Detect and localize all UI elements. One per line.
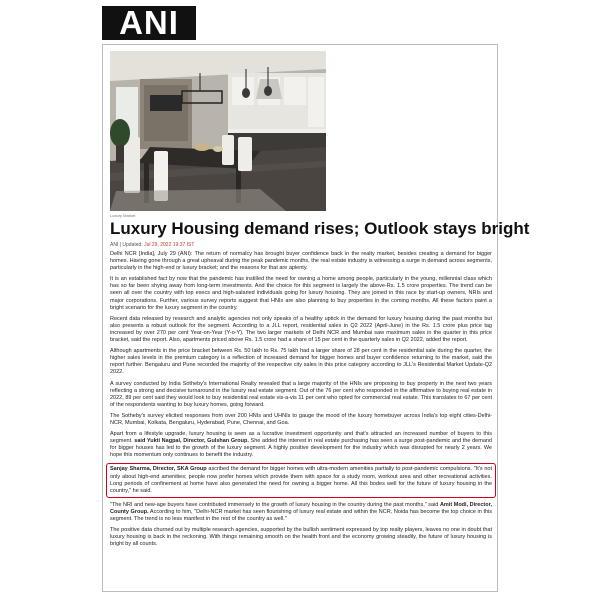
- byline-source: ANI | Updated:: [110, 242, 143, 248]
- paragraph-2: It is an established fact by now that the pandemic has instilled the need for owning a home among people, particularly in the young, millennial class which has so far been shying away from long-term investments. And the choice for this segment is largely the above-Rs. 1.5 crore properties. The trend can be seen all over the country with top execs and high-salaried individuals going for luxury housing. They are joined in this race by start-up owners, NRIs and major corporations. Further, various survey reports suggest that HNIs are also planning to buy properties in the coming months. All these factors paint a bright scenario for the luxury segment in the country.: [110, 276, 492, 311]
- kitchen-interior-image: [110, 51, 326, 211]
- paragraph-6: The Sotheby's survey elicited responses from over 200 HNIs and UHNIs to gauge the mood of the luxury homebuyer across India's top eight cities-Delhi-NCR, Mumbai, Kolkata, Bengaluru, Hyderabad, Pune, Chennai, and Goa.: [110, 412, 492, 426]
- photo-caption: Luxury Market: [110, 213, 136, 218]
- highlighted-quote-box: [106, 463, 496, 497]
- paragraph-9-lead: "The NRI and new-age buyers have contributed immensely to the growth of luxury housing in the country during the past months," said: [110, 501, 439, 508]
- quote-attribution-sanjay: Sanjay Sharma, Director, SKA Group: [110, 466, 207, 473]
- article-body: [110, 251, 492, 552]
- highlighted-quote-text: ascribed the demand for bigger homes with ultra-modern amenities partially to post-pandemic compulsions. "It's not only about high-end amenities; people now prefer homes which provide them with space for a study room, workout area and other recreational activities. Long periods of confinement at home have also generated the need for owning a bigger home. All this bodes well for the future of luxury housing in the country," he said.: [110, 466, 492, 494]
- paragraph-9: [110, 502, 492, 523]
- paragraph-4: Although apartments in the price bracket between Rs. 50 lakh to Rs. 75 lakh had a larger share of 28 per cent in the residential sale during the quarter, the higher sales levels in the premium category is a reflection of increased demand for bigger homes and buyer confidence returning to the market, said the report further. Bengaluru and Pune recorded the majority of the respective city sales in this price category according to JLL's Residential Market Update-Q2 2022.: [110, 348, 492, 376]
- quote-attribution-yukti: said Yukti Nagpal, Director, Gulshan Group.: [134, 438, 249, 445]
- paragraph-7: [110, 431, 492, 459]
- article-photo: [110, 51, 326, 211]
- paragraph-9-rest: According to him, "Delhi-NCR market has seen flourishing of luxury real estate and within the NCR, Noida has become the top choice in this segment. The trend is no less manifest in the rest of the country as well.": [110, 508, 493, 522]
- ani-logo: ANI: [102, 6, 196, 40]
- byline: [110, 242, 194, 248]
- paragraph-3: Recent data released by research and analytic agencies not only speaks of a healthy uptick in the demand for luxury housing during the past months but also presents a robust outlook for the segment. According to a JLL report, residential sales in Q2 2022 (April-June) in the Rs. 1.5 crore plus price tag increased by over 270 per cent Year-on-Year (Y-o-Y). The two larger markets of Delhi NCR and Mumbai saw maximum sales in the quarter in this price bracket, said the report. Also, apartments priced above Rs. 1.5 crore had a share of 15 per cent in the quarterly sales in Q2 2022, added the report.: [110, 315, 492, 344]
- byline-date: Jul 29, 2022 19:37 IST: [144, 242, 195, 248]
- quote-attribution-amit: Amit Modi, Director, County Group.: [110, 501, 492, 515]
- paragraph-10: The positive data churned out by multiple research agencies, supported by the bullish sentiment expressed by top realty players, leaves no one in doubt that luxury housing is back in the reckoning. With things remaining smooth on the health front and the economy growing steadily, the future of luxury housing is bright by all counts.: [110, 527, 492, 548]
- paragraph-7-rest: She added the interest in real estate purchasing has seen a surge post-pandemic and the demand for bigger houses has led to the growth of the luxury segment. A highly positive development for the industry which was disrupted for nearly 2 years. We hope this momentum only continues to benefit the industry.: [110, 438, 492, 459]
- paragraph-5: A survey conducted by India Sotheby's International Realty revealed that a large majority of the HNIs are proposing to buy property in the next two years reflecting a strong and decisive turnaround in the luxury real estate segment. Out of the 76 per cent who responded in the affirmative to buying real estate in 2022, 89 per cent said they would look to buy residential real estate vis-a-vis 11 per cent who opted for commercial real estate. This translates to 67 per cent of the respondents wanting to buy luxury homes, going forward.: [110, 380, 492, 408]
- paragraph-1: Delhi NCR [India], July 29 (ANI): The return of normalcy has brought buyer confidence back in the realty market, besides creating a demand for bigger homes. Having gone through a great upheaval during the peak pandemic months, the real estate industry is witnessing a surge in demand across segments, particularly in the high-end or luxury bracket; and the reasons for that are aplenty.: [110, 251, 492, 272]
- article-headline: Luxury Housing demand rises; Outlook stays bright: [110, 219, 530, 238]
- paragraph-7-lead: Apart from a lifestyle upgrade, luxury housing is seen as a lucrative investment opportunity and that's attracted an increased number of buyers to this segment.: [110, 431, 492, 445]
